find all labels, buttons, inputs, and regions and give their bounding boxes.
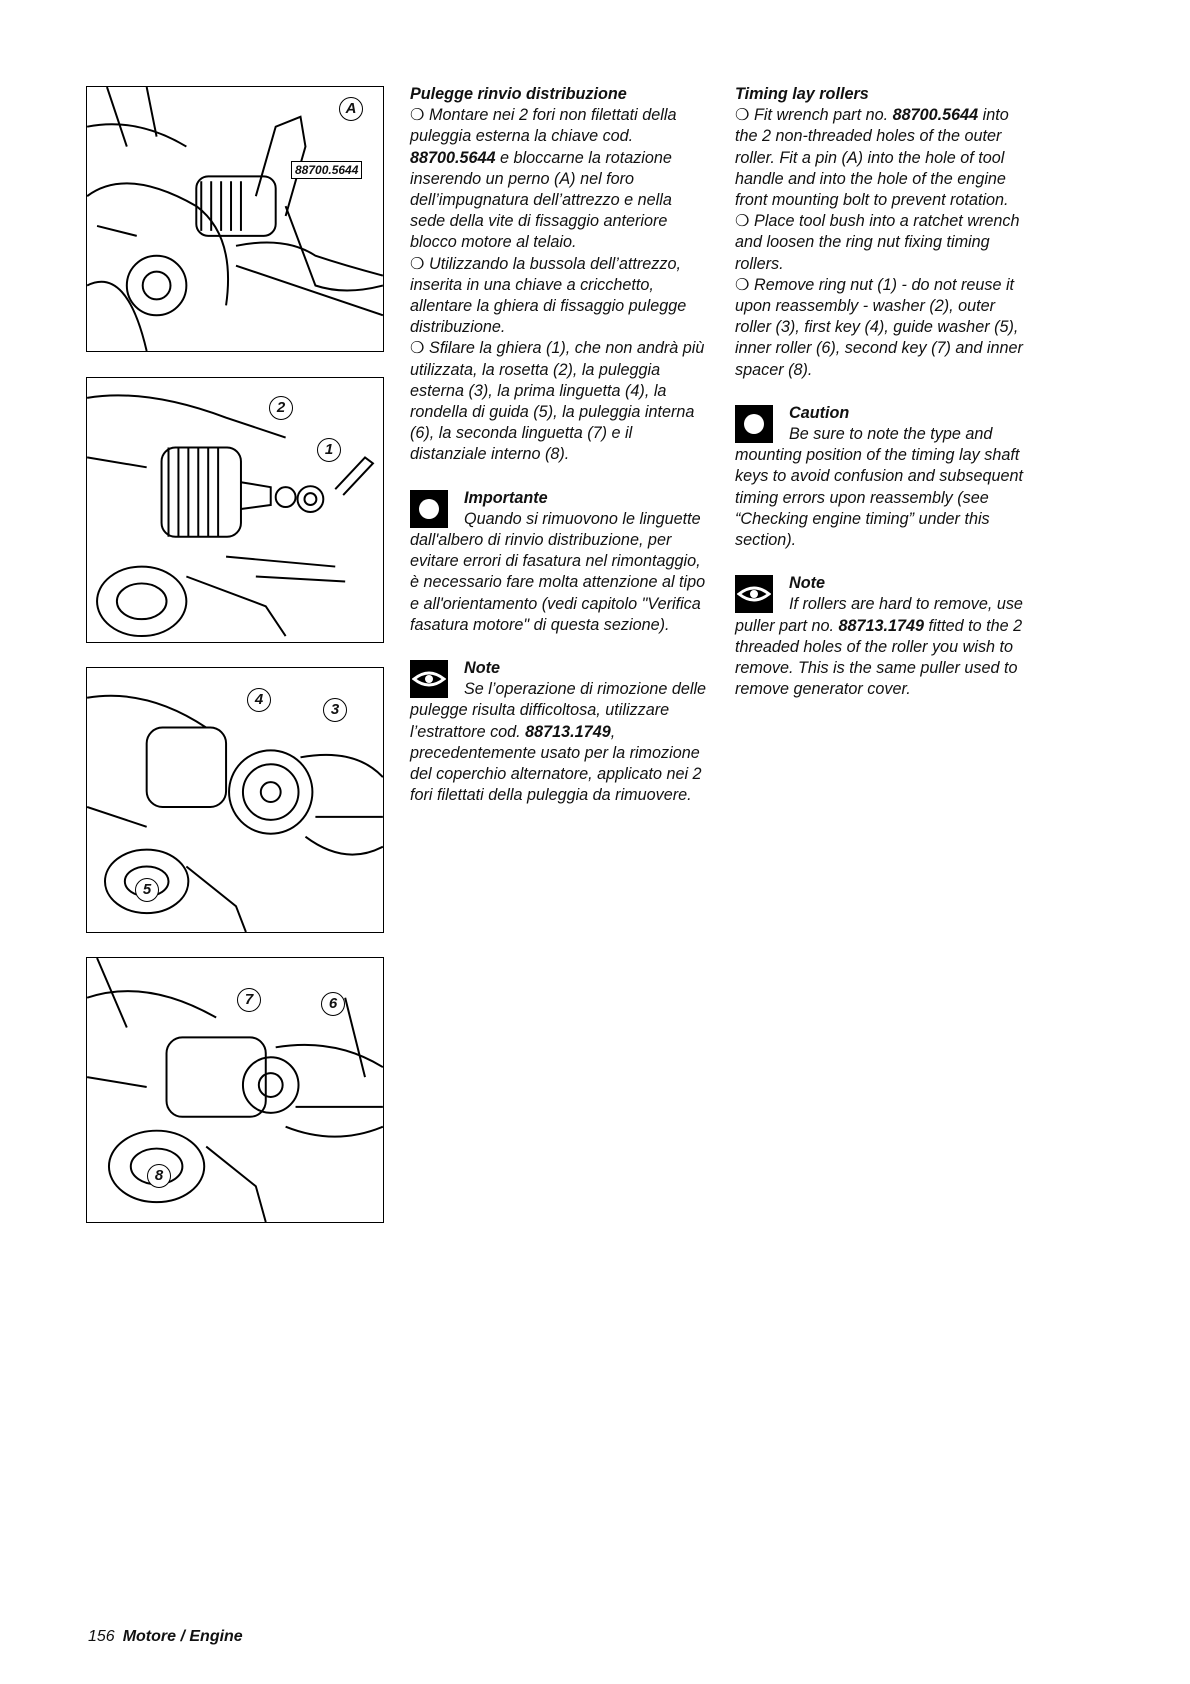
note-title: Note xyxy=(464,659,500,678)
tool-code: 88700.5644 xyxy=(410,148,496,167)
caution-body: Be sure to note the type and mounting position of the timing lay shaft keys to avoid confusion and subsequent timing errors upon reassembly (see “Checking engine timing” under this section). xyxy=(735,425,1023,550)
english-column xyxy=(735,84,1035,700)
callout-7: 7 xyxy=(237,988,261,1012)
eye-icon xyxy=(735,575,773,613)
puller-code: 88713.1749 xyxy=(838,616,925,635)
italian-paragraph-2: ❍ Utilizzando la bussola dell’attrezzo, inserita in una chiave a cricchetto, allentare la ghiera di fissaggio pulegge distribuzione. xyxy=(410,254,687,337)
circle-bullet-icon: ❍ xyxy=(735,275,750,294)
section-title: Motore / Engine xyxy=(122,1628,243,1645)
note-title: Note xyxy=(789,574,825,593)
tool-code: 88700.5644 xyxy=(892,106,979,125)
callout-2: 2 xyxy=(269,396,293,420)
circle-bullet-icon: ❍ xyxy=(735,212,750,231)
important-title: Importante xyxy=(464,488,548,507)
figure-outer-roller-removal xyxy=(86,667,384,933)
english-paragraph-1: ❍ Fit wrench part no. 88700.5644 into the 2 non-threaded holes of the outer roller. Fit a pin (A) into the hole of tool handle and into the hole of the engine front mounting bolt to prevent rotation. xyxy=(735,106,1009,210)
figure-tool-wrench xyxy=(86,86,384,352)
warning-dot-icon xyxy=(410,490,448,528)
puller-code: 88713.1749 xyxy=(525,722,611,741)
circle-bullet-icon: ❍ xyxy=(410,339,425,358)
important-body: Quando si rimuovono le linguette dall'albero di rinvio distribuzione, per evitare errori di fasatura nel rimontaggio, è necessario fare molta attenzione al tipo e all'orientamento (vedi capitolo "Verifica fasatura motore" di questa sezione). xyxy=(410,509,706,634)
callout-5: 5 xyxy=(135,878,159,902)
circle-bullet-icon: ❍ xyxy=(410,106,425,125)
figure-ring-nut-removal xyxy=(86,377,384,643)
eye-icon xyxy=(410,660,448,698)
italian-column xyxy=(410,84,710,807)
page-number: 156 xyxy=(88,1628,115,1645)
note-body: If rollers are hard to remove, use puller part no. 88713.1749 fitted to the 2 threaded holes of the roller you wish to remove. This is the same puller used to remove generator cover. xyxy=(735,595,1023,699)
caution-notice xyxy=(735,403,1035,551)
callout-3: 3 xyxy=(323,698,347,722)
english-heading: Timing lay rollers xyxy=(735,85,869,103)
italian-heading: Pulegge rinvio distribuzione xyxy=(410,85,627,103)
tool-code-label: 88700.5644 xyxy=(291,161,362,179)
italian-paragraph-1: ❍ Montare nei 2 fori non filettati della puleggia esterna la chiave cod. 88700.5644 e bloccarne la rotazione inserendo un perno (A) nel foro dell’impugnatura dell’attrezzo e nella sede della vite di fissaggio anteriore blocco motore al telaio. xyxy=(410,106,677,252)
circle-bullet-icon: ❍ xyxy=(735,106,750,125)
english-note xyxy=(735,573,1035,700)
italian-paragraph-3: ❍ Sfilare la ghiera (1), che non andrà più utilizzata, la rosetta (2), la puleggia esterna (3), la prima linguetta (4), la rondella di guida (5), la puleggia interna (6), la seconda linguetta (7) e il distanziale interno (8). xyxy=(410,339,705,464)
callout-6: 6 xyxy=(321,992,345,1016)
engine-illustration-2 xyxy=(87,378,383,642)
italian-note xyxy=(410,658,710,806)
engine-illustration-1 xyxy=(87,87,383,351)
circle-bullet-icon: ❍ xyxy=(410,254,425,273)
english-paragraph-3: ❍ Remove ring nut (1) - do not reuse it upon reassembly - washer (2), outer roller (3), first key (4), guide washer (5), inner roller (6), second key (7) and inner spacer (8). xyxy=(735,275,1023,379)
page-footer xyxy=(88,1628,243,1646)
callout-8: 8 xyxy=(147,1164,171,1188)
callout-1: 1 xyxy=(317,438,341,462)
note-body: Se l’operazione di rimozione delle pulegge risulta difficoltosa, utilizzare l’estrattore cod. 88713.1749, precedentemente usato per la rimozione del coperchio alternatore, applicato nei 2 fori filettati della puleggia da rimuovere. xyxy=(410,680,707,805)
important-notice xyxy=(410,488,710,636)
callout-4: 4 xyxy=(247,688,271,712)
callout-A: A xyxy=(339,97,363,121)
english-paragraph-2: ❍ Place tool bush into a ratchet wrench and loosen the ring nut fixing timing rollers. xyxy=(735,212,1020,273)
figure-inner-roller-removal xyxy=(86,957,384,1223)
warning-dot-icon xyxy=(735,405,773,443)
caution-title: Caution xyxy=(789,403,850,422)
